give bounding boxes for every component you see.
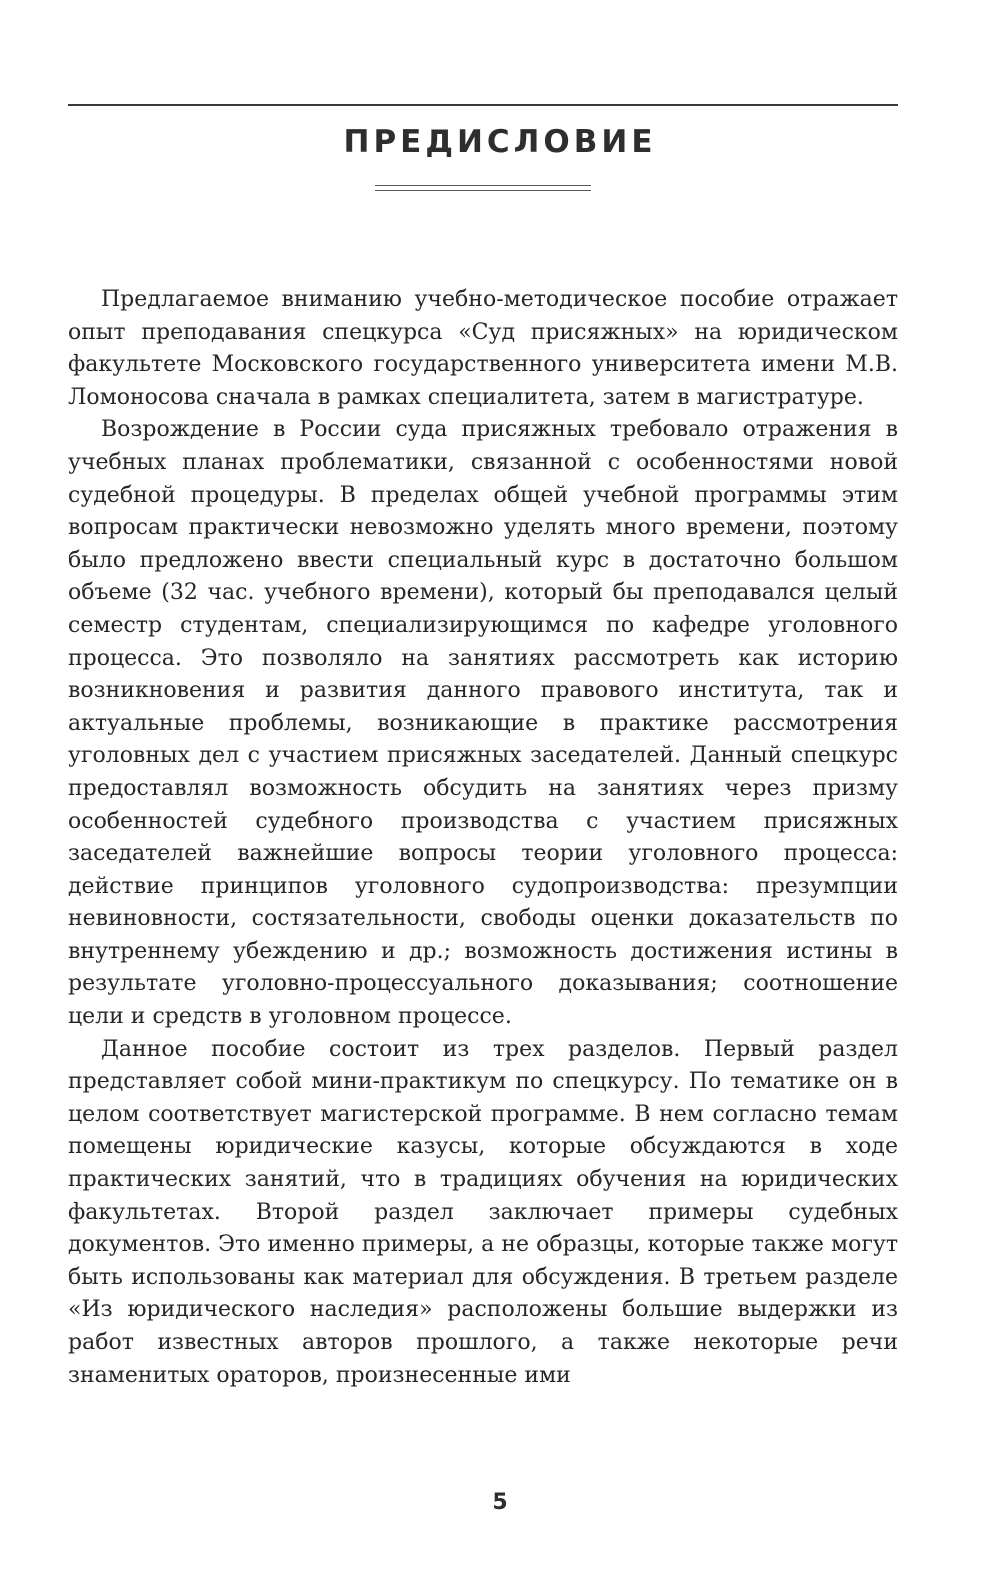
header-rule	[68, 104, 898, 106]
paragraph-3: Данное пособие состоит из трех разделов. Первый раздел представляет собой мини-практикум по спецкурсу. По тематике он в целом соответствует магистерской программе. В нем согласно темам помещены юридические казусы, которые обсуждаются в ходе практических занятий, что в традициях обучения на юридических факультетах. Второй раздел заключает примеры судебных документов. Это именно примеры, а не образцы, которые также могут быть использованы как материал для обсуждения. В третьем разделе «Из юридического наследия» расположены большие выдержки из работ известных авторов прошлого, а также некоторые речи знаменитых ораторов, произнесенные ими	[68, 1036, 898, 1388]
paragraph-2: Возрождение в России суда присяжных требовало отражения в учебных планах проблематики, связанной с особенностями новой судебной процедуры. В пределах общей учебной программы этим вопросам практически невозможно уделять много времени, поэтому было предложено ввести специальный курс в достаточно большом объеме (32 час. учебного времени), который бы преподавался целый семестр студентам, специализирующимся по кафедре уголовного процесса. Это позволяло на занятиях рассмотреть как историю возникновения и развития данного правового института, так и актуальные проблемы, возникающие в практике рассмотрения уголовных дел с участием присяжных заседателей. Данный спецкурс предоставлял возможность обсудить на занятиях через призму особенностей судебного производства с участием присяжных заседателей важнейшие вопросы теории уголовного процесса: действие принципов уголовного судопроизводства: презумпции невиновности, состязательности, свободы оценки доказательств по внутреннему убеждению и др.; возможность достижения истины в результате уголовно-процессуального доказывания; соотношение цели и средств в уголовном процессе.	[68, 417, 898, 1030]
title-double-underline	[375, 185, 591, 191]
body-text	[68, 284, 898, 1392]
paragraph-1: Предлагаемое вниманию учебно-методическое пособие отражает опыт преподавания спецкурса «Суд присяжных» на юридическом факультете Московского государственного университета имени М.В. Ломоносова сначала в рамках специалитета, затем в магистратуре.	[68, 287, 898, 410]
page-number: 5	[492, 1490, 508, 1515]
chapter-title: ПРЕДИСЛОВИЕ	[343, 124, 657, 160]
